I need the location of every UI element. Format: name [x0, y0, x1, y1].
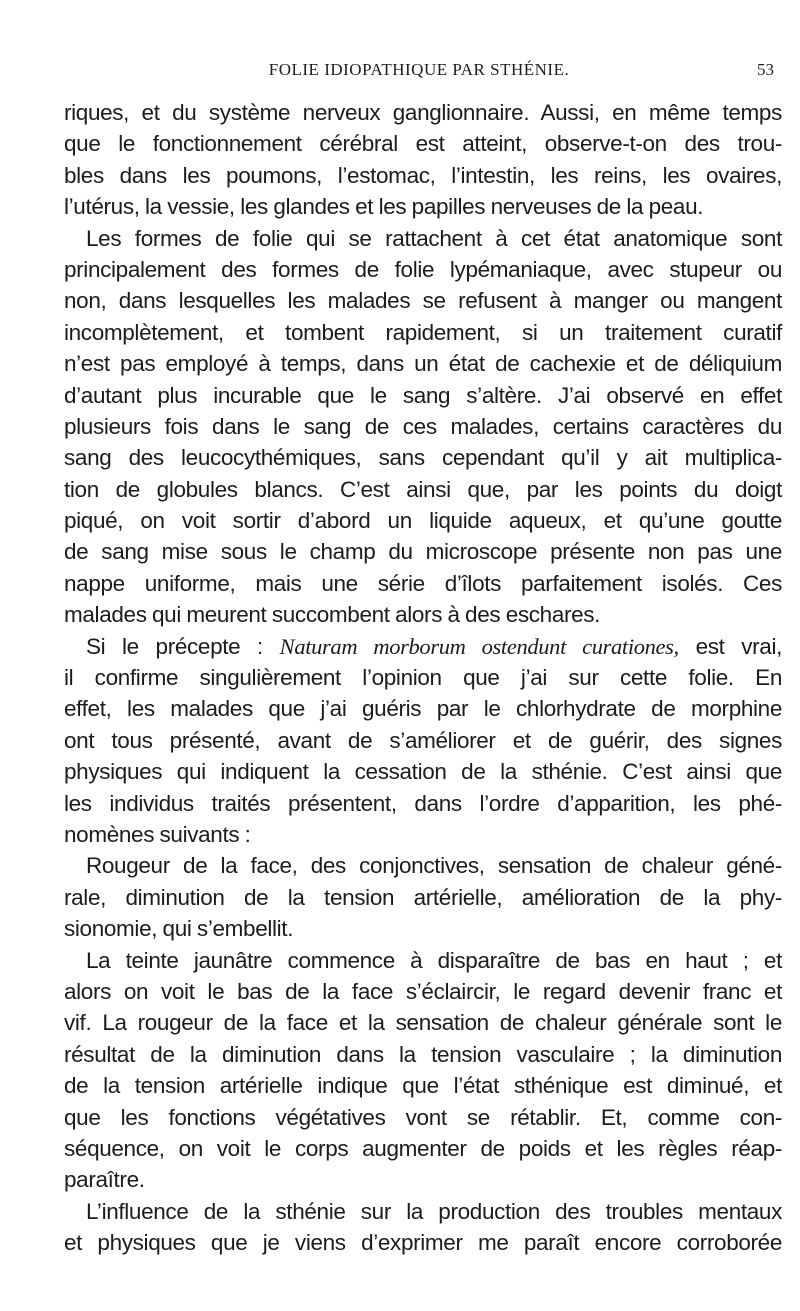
- text-line: malades qui meurent succombent alors à des eschares.: [64, 602, 601, 628]
- text-line: l’utérus, la vessie, les glandes et les papilles nerveuses de la peau.: [64, 194, 704, 220]
- text-line: plusieurs fois dans le sang de ces malades, certains caractères du: [64, 413, 782, 439]
- text-line: paraître.: [64, 1167, 145, 1193]
- text-line: physiques qui indiquent la cessation de la sthénie. C’est ainsi que: [64, 759, 782, 785]
- text-line: les individus traités présentent, dans l’ordre d’apparition, les phé-: [64, 790, 782, 816]
- text-line: alors on voit le bas de la face s’éclaircir, le regard devenir franc et: [64, 978, 782, 1004]
- text-line: incomplètement, et tombent rapidement, si un traitement curatif: [64, 319, 782, 345]
- paragraph: [64, 850, 782, 944]
- text-line: La teinte jaunâtre commence à disparaître de bas en haut ; et: [86, 947, 782, 973]
- text-line: il confirme singulièrement l’opinion que j’ai sur cette folie. En: [64, 665, 782, 691]
- text-line: résultat de la diminution dans la tension vasculaire ; la diminution: [64, 1041, 782, 1067]
- text-line: [64, 631, 782, 662]
- text-line: L’influence de la sthénie sur la production des troubles mentaux: [86, 1198, 782, 1224]
- text-line: effet, les malades que j’ai guéris par le chlorhydrate de morphine: [64, 696, 782, 722]
- text-line: riques, et du système nerveux ganglionnaire. Aussi, en même temps: [64, 100, 782, 125]
- page-number: 53: [757, 60, 774, 79]
- text-line: piqué, on voit sortir d’abord un liquide aqueux, et qu’une goutte: [64, 508, 782, 534]
- text-line: d’autant plus incurable que le sang s’altère. J’ai observé en effet: [64, 382, 782, 408]
- text-line: ont tous présenté, avant de s’améliorer et de guérir, des signes: [64, 727, 782, 753]
- text-line: principalement des formes de folie lypémaniaque, avec stupeur ou: [64, 256, 782, 282]
- text-line: n’est pas employé à temps, dans un état de cachexie et de déliquium: [64, 351, 782, 377]
- text-line: vif. La rougeur de la face et la sensation de chaleur générale sont le: [64, 1010, 782, 1036]
- text-line: rale, diminution de la tension artérielle, amélioration de la phy-: [64, 884, 782, 910]
- paragraph: [64, 223, 782, 631]
- text-line: et physiques que je viens d’exprimer me paraît encore corroborée: [64, 1230, 782, 1256]
- latin-quote: Naturam morborum ostendunt curationes,: [279, 633, 679, 659]
- text-line: nappe uniforme, mais une série d’îlots parfaitement isolés. Ces: [64, 570, 782, 596]
- text-line: nomènes suivants :: [64, 821, 251, 847]
- text-line: que le fonctionnement cérébral est atteint, observe-t-on des trou-: [64, 131, 782, 157]
- text-line: sionomie, qui s’embellit.: [64, 916, 294, 942]
- text-line: de sang mise sous le champ du microscope présente non pas une: [64, 539, 782, 565]
- text-line: bles dans les poumons, l’estomac, l’intestin, les reins, les ovaires,: [64, 162, 782, 188]
- text-line: que les fonctions végétatives vont se rétablir. Et, comme con-: [64, 1104, 782, 1130]
- text-line: tion de globules blancs. C’est ainsi que, par les points du doigt: [64, 476, 782, 502]
- text-line: non, dans lesquelles les malades se refusent à manger ou mangent: [64, 288, 782, 314]
- running-head: [64, 60, 774, 84]
- paragraph: [64, 945, 782, 1196]
- paragraph: [64, 97, 782, 223]
- text-fragment: Si le précepte :: [86, 633, 263, 659]
- text-fragment: est vrai,: [695, 633, 783, 659]
- body-text: [64, 97, 782, 1258]
- text-line: séquence, on voit le corps augmenter de poids et les règles réap-: [64, 1135, 782, 1161]
- text-line: de la tension artérielle indique que l’état sthénique est diminué, et: [64, 1073, 782, 1099]
- text-line: Les formes de folie qui se rattachent à cet état anatomique sont: [86, 225, 782, 251]
- running-title: FOLIE IDIOPATHIQUE PAR STHÉNIE.: [268, 60, 570, 79]
- paragraph: [64, 631, 782, 851]
- text-line: Rougeur de la face, des conjonctives, sensation de chaleur géné-: [86, 853, 782, 879]
- text-line: sang des leucocythémiques, sans cependant qu’il y ait multiplica-: [64, 445, 782, 471]
- paragraph: [64, 1196, 782, 1259]
